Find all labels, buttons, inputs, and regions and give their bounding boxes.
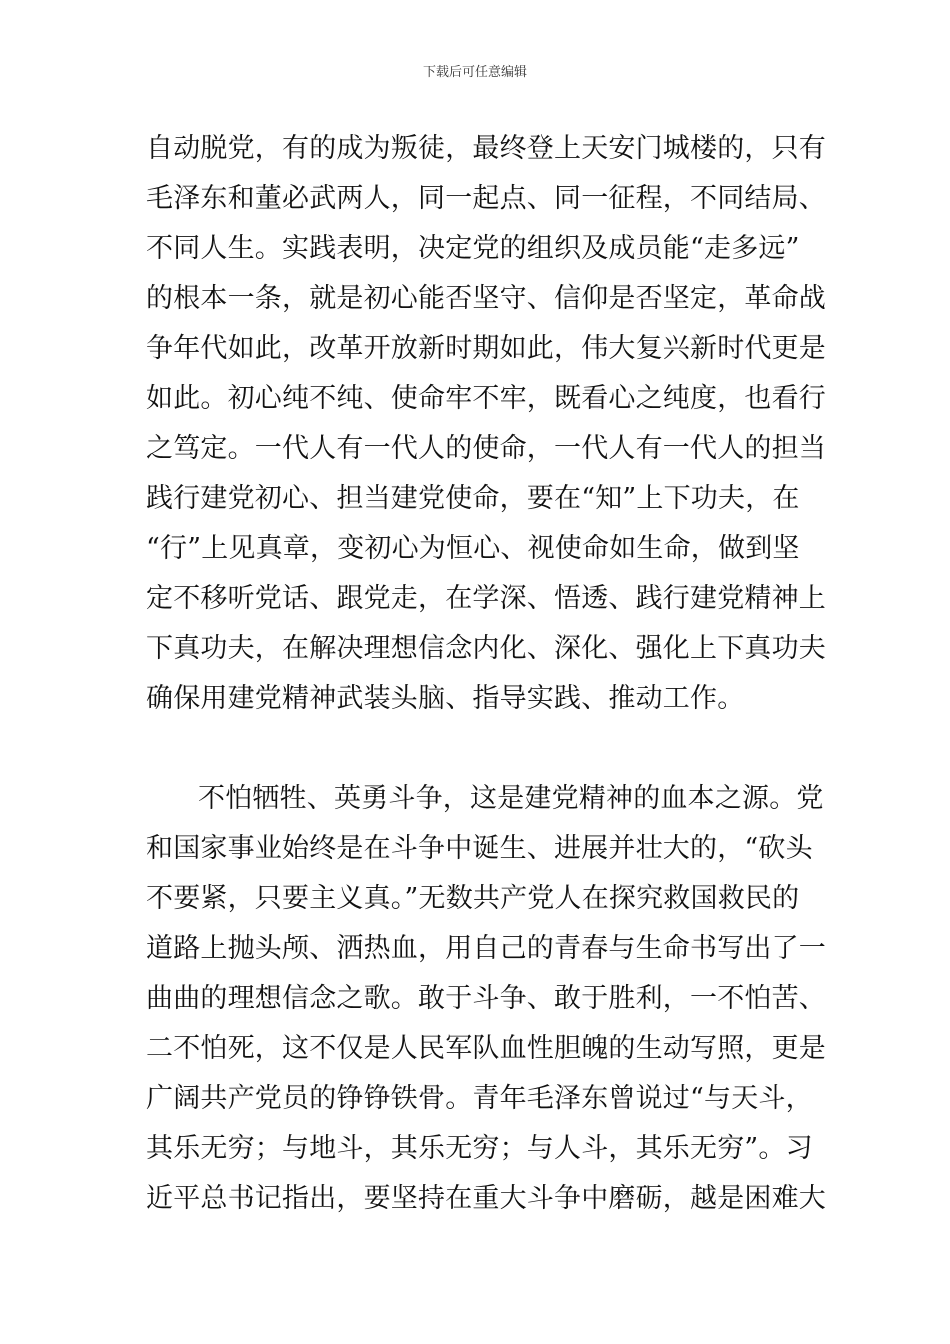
- text-line: 近平总书记指出，要坚持在重大斗争中磨砺，越是困难大: [146, 1183, 826, 1214]
- text-line: 其乐无穷；与地斗，其乐无穷；与人斗，其乐无穷”。习: [146, 1133, 813, 1164]
- text-line: 践行建党初心、担当建党使命，要在“知”上下功夫，在: [146, 483, 800, 514]
- text-line: 争年代如此，改革开放新时期如此，伟大复兴新时代更是: [146, 333, 826, 364]
- text-line: 毛泽东和董必武两人，同一起点、同一征程，不同结局、: [146, 183, 826, 214]
- text-line: 之笃定。一代人有一代人的使命，一代人有一代人的担当: [146, 433, 826, 464]
- text-line: 如此。初心纯不纯、使命牢不牢，既看心之纯度，也看行: [146, 383, 826, 414]
- text-line: 不怕牺牲、英勇斗争，这是建党精神的血本之源。党: [198, 783, 824, 814]
- page-header: 下载后可任意编辑: [422, 65, 527, 80]
- text-line: 和国家事业始终是在斗争中诞生、进展并壮大的，“砍头: [146, 833, 813, 864]
- text-line: 道路上抛头颅、洒热血，用自己的青春与生命书写出了一: [146, 933, 826, 964]
- text-line: 下真功夫，在解决理想信念内化、深化、强化上下真功夫: [146, 633, 826, 664]
- text-line: 不要紧，只要主义真。”无数共产党人在探究救国救民的: [146, 883, 800, 914]
- text-line: 自动脱党，有的成为叛徒，最终登上天安门城楼的，只有: [146, 133, 826, 164]
- text-line: 曲曲的理想信念之歌。敢于斗争、敢于胜利，一不怕苦、: [146, 983, 826, 1014]
- text-line: 定不移听党话、跟党走，在学深、悟透、践行建党精神上: [146, 583, 826, 614]
- text-line: “行”上见真章，变初心为恒心、视使命如生命，做到坚: [146, 533, 800, 564]
- text-line: 二不怕死，这不仅是人民军队血性胆魄的生动写照，更是: [146, 1033, 826, 1064]
- text-line: 不同人生。实践表明，决定党的组织及成员能“走多远”: [146, 233, 800, 264]
- text-line: 的根本一条，就是初心能否坚守、信仰是否坚定，革命战: [146, 283, 826, 314]
- text-line: 广阔共产党员的铮铮铁骨。青年毛泽东曾说过“与天斗，: [146, 1083, 813, 1114]
- text-line: 确保用建党精神武装头脑、指导实践、推动工作。: [146, 683, 745, 714]
